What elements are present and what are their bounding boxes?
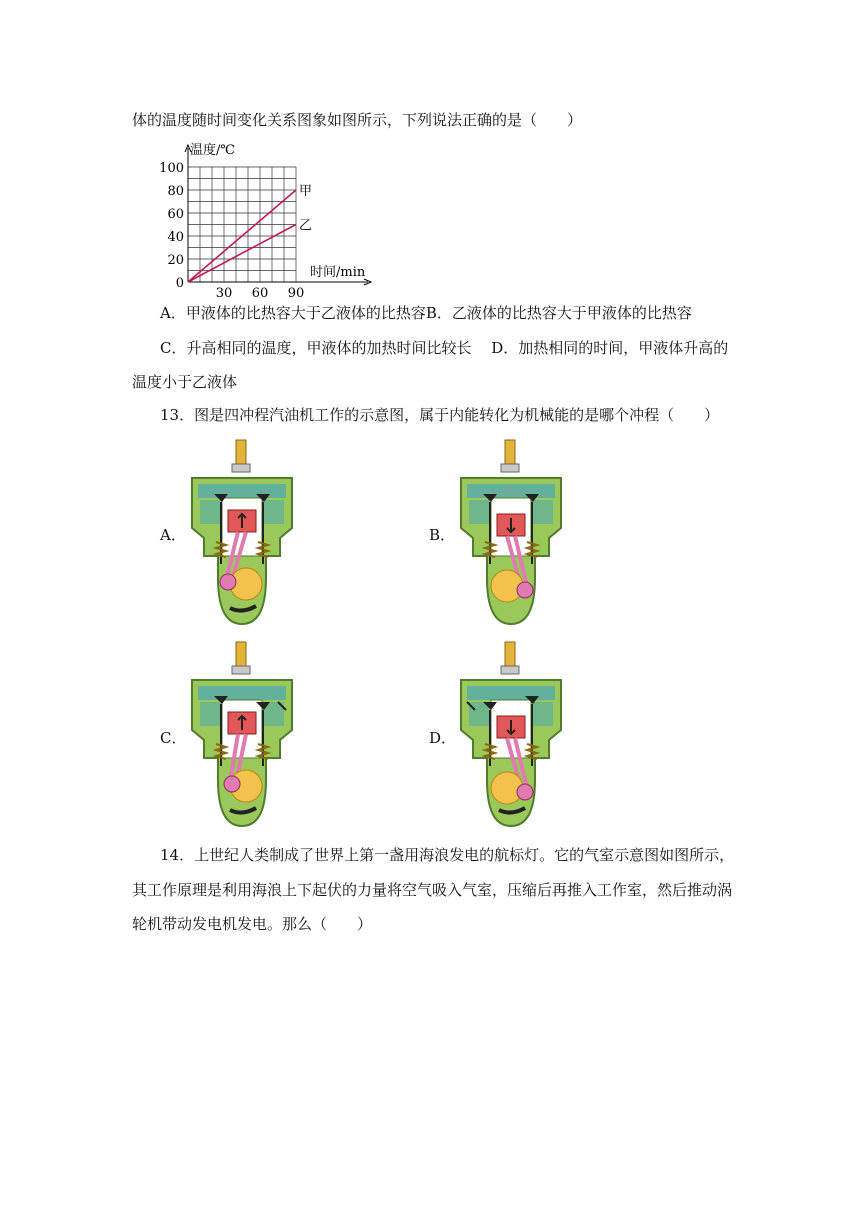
q12-option-d-tail: 温度小于乙液体 [132,373,238,391]
q12-stem-tail: 体的温度随时间变化关系图象如图所示，下列说法正确的是（ ） [132,111,583,129]
y-tick-label: 80 [167,184,184,199]
chart-svg [156,142,386,301]
y-tick-label: 20 [167,253,184,268]
q13-option-a-label: A． [160,526,186,544]
q12-option-ab: A．甲液体的比热容大于乙液体的比热容B．乙液体的比热容大于甲液体的比热容 [160,304,692,322]
engine-diagram-c [186,640,298,830]
y-axis-label: 温度/℃ [190,143,235,158]
x-tick-label: 90 [287,286,305,301]
x-tick-label: 60 [251,286,269,301]
y-tick-label: 60 [167,207,184,222]
q14-line-1: 14．上世纪人类制成了世界上第一盏用海浪发电的航标灯。它的气室示意图如图所示， [160,846,735,864]
series-label: 甲 [299,184,313,199]
x-tick-label: 30 [215,286,233,301]
q13-option-d-label: D． [429,729,457,747]
q14-line-2: 其工作原理是利用海浪上下起伏的力量将空气吸入气室，压缩后再推入工作室，然后推动涡 [132,881,733,899]
q13-option-c-label: C． [160,729,187,747]
engine-diagram-b [455,438,567,628]
series-label: 乙 [299,218,313,234]
temperature-time-chart [156,142,386,301]
engine-diagram-a [186,438,298,628]
q13-option-b-label: B． [429,526,456,544]
y-tick-label: 0 [175,276,184,291]
engine-diagram-d [455,640,567,830]
series-line-yi [188,225,296,283]
q12-option-cd: C．升高相同的温度，甲液体的加热时间比较长 D．加热相同的时间，甲液体升高的 [160,339,729,357]
x-axis-label: 时间/min [310,265,366,280]
y-tick-label: 40 [167,230,184,245]
y-tick-label: 100 [159,161,184,176]
q13-stem: 13．图是四冲程汽油机工作的示意图，属于内能转化为机械能的是哪个冲程（ ） [160,406,720,424]
q14-line-3: 轮机带动发电机发电。那么（ ） [132,915,373,933]
